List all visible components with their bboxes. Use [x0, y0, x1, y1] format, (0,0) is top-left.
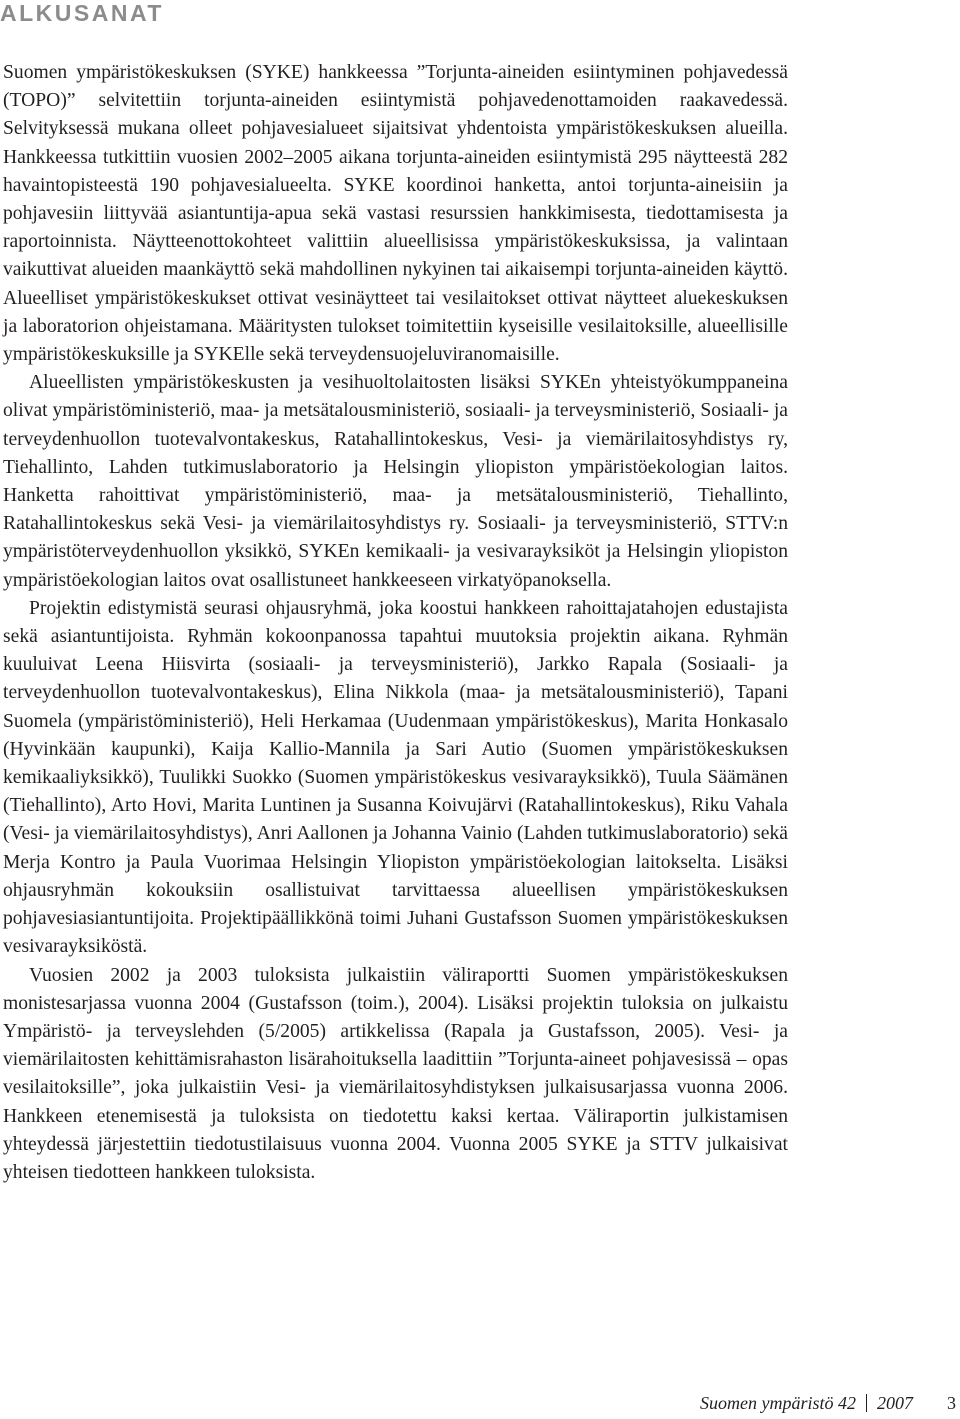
body-text [3, 59, 788, 1187]
page-footer [700, 1391, 956, 1415]
section-heading: ALKUSANAT [0, 0, 164, 26]
paragraph: Suomen ympäristökeskuksen (SYKE) hankkeessa ”Torjunta-aineiden esiintyminen pohjavedessä (TOPO)” selvitettiin torjunta-aineiden esiintymistä pohjavedenottamoiden raakavedessä. Selvityksessä mukana olleet pohjavesialueet sijaitsivat yhdentoista ympäristökeskuksen alueilla. Hankkeessa tutkittiin vuosien 2002–2005 aikana torjunta-aineiden esiintymistä 295 näytteestä 282 havaintopisteestä 190 pohjavesialueelta. SYKE koordinoi hanketta, antoi torjunta-aineisiin ja pohjavesiin liittyvää asiantuntija-apua sekä vastasi resurssien hankkimisesta, tiedottamisesta ja raportoinnista. Näytteenottokohteet valittiin alueellisissa ympäristökeskuksissa, ja valintaan vaikuttivat alueiden maankäyttö sekä mahdollinen nykyinen tai aikaisempi torjunta-aineiden käyttö. Alueelliset ympäristökeskukset ottivat vesinäytteet tai vesilaitokset ottivat näytteet aluekeskuksen ja laboratorion ohjeistamana. Määritysten tulokset toimitettiin kyseisille vesilaitoksille, alueellisille ympäristökeskuksille ja SYKElle sekä terveydensuojeluviranomaisille. [3, 62, 788, 366]
footer-publication: Suomen ympäristö 42 [700, 1393, 856, 1413]
paragraph: Alueellisten ympäristökeskusten ja vesihuoltolaitosten lisäksi SYKEn yhteistyökumppaneina olivat ympäristöministeriö, maa- ja metsätalousministeriö, sosiaali- ja terveysministeriö, Sosiaali- ja terveydenhuollon tuotevalvontakeskus, Ratahallintokeskus, Vesi- ja viemärilaitosyhdistys ry, Tiehallinto, Lahden tutkimuslaboratorio ja Helsingin yliopiston ympäristöekologian laitos. Hanketta rahoittivat ympäristöministeriö, maa- ja metsätalousministeriö, Tiehallinto, Ratahallintokeskus sekä Vesi- ja viemärilaitosyhdistys ry. Sosiaali- ja terveysministeriö, STTV:n ympäristöterveydenhuollon yksikkö, SYKEn kemikaali- ja vesivarayksiköt ja Helsingin yliopiston ympäristöekologian laitos ovat osallistuneet hankkeeseen virkatyöpanoksella. [3, 372, 788, 591]
paragraph: Projektin edistymistä seurasi ohjausryhmä, joka koostui hankkeen rahoittajatahojen edustajista sekä asiantuntijoista. Ryhmän kokoonpanossa tapahtui muutoksia projektin aikana. Ryhmän kuuluivat Leena Hiisvirta (sosiaali- ja terveysministeriö), Jarkko Rapala (Sosiaali- ja terveydenhuollon tuotevalvontakeskus), Elina Nikkola (maa- ja metsätalousministeriö), Tapani Suomela (ympäristöministeriö), Heli Herkamaa (Uudenmaan ympäristökeskus), Marita Honkasalo (Hyvinkään kaupunki), Kaija Kallio-Mannila ja Sari Autio (Suomen ympäristökeskuksen kemikaaliyksikkö), Tuulikki Suokko (Suomen ympäristökeskus vesivarayksikkö), Tuula Säämänen (Tiehallinto), Arto Hovi, Marita Luntinen ja Susanna Koivujärvi (Ratahallintokeskus), Riku Vahala (Vesi- ja viemärilaitosyhdistys), Anri Aallonen ja Johanna Vainio (Lahden tutkimuslaboratorio) sekä Merja Kontro ja Paula Vuorimaa Helsingin Yliopiston ympäristöekologian laitokselta. Lisäksi ohjausryhmän kokouksiin osallistuivat tarvittaessa alueellisen ympäristökeskuksen pohjavesiasiantuntijoita. Projektipäällikkönä toimi Juhani Gustafsson Suomen ympäristökeskuksen vesivarayksiköstä. [3, 597, 788, 958]
footer-year: 2007 [877, 1393, 913, 1413]
paragraph: Vuosien 2002 ja 2003 tuloksista julkaistiin väliraportti Suomen ympäristökeskuksen monistesarjassa vuonna 2004 (Gustafsson (toim.), 2004). Lisäksi projektin tuloksia on julkaistu Ympäristö- ja terveyslehden (5/2005) artikkelissa (Rapala ja Gustafsson, 2005). Vesi- ja viemärilaitosten kehittämisrahaston lisärahoituksella laadittiin ”Torjunta-aineet pohjavesissä – opas vesilaitoksille”, joka julkaistiin Vesi- ja viemärilaitosyhdistyksen julkaisusarjassa vuonna 2006. Hankkeen etenemisestä ja tuloksista on tiedotettu kaksi kertaa. Väliraportin julkistamisen yhteydessä järjestettiin tiedotustilaisuus vuonna 2004. Vuonna 2005 SYKE ja STTV julkaisivat yhteisen tiedotteen hankkeen tuloksista. [3, 964, 788, 1183]
page-number: 3 [947, 1393, 956, 1413]
footer-divider [866, 1394, 867, 1412]
